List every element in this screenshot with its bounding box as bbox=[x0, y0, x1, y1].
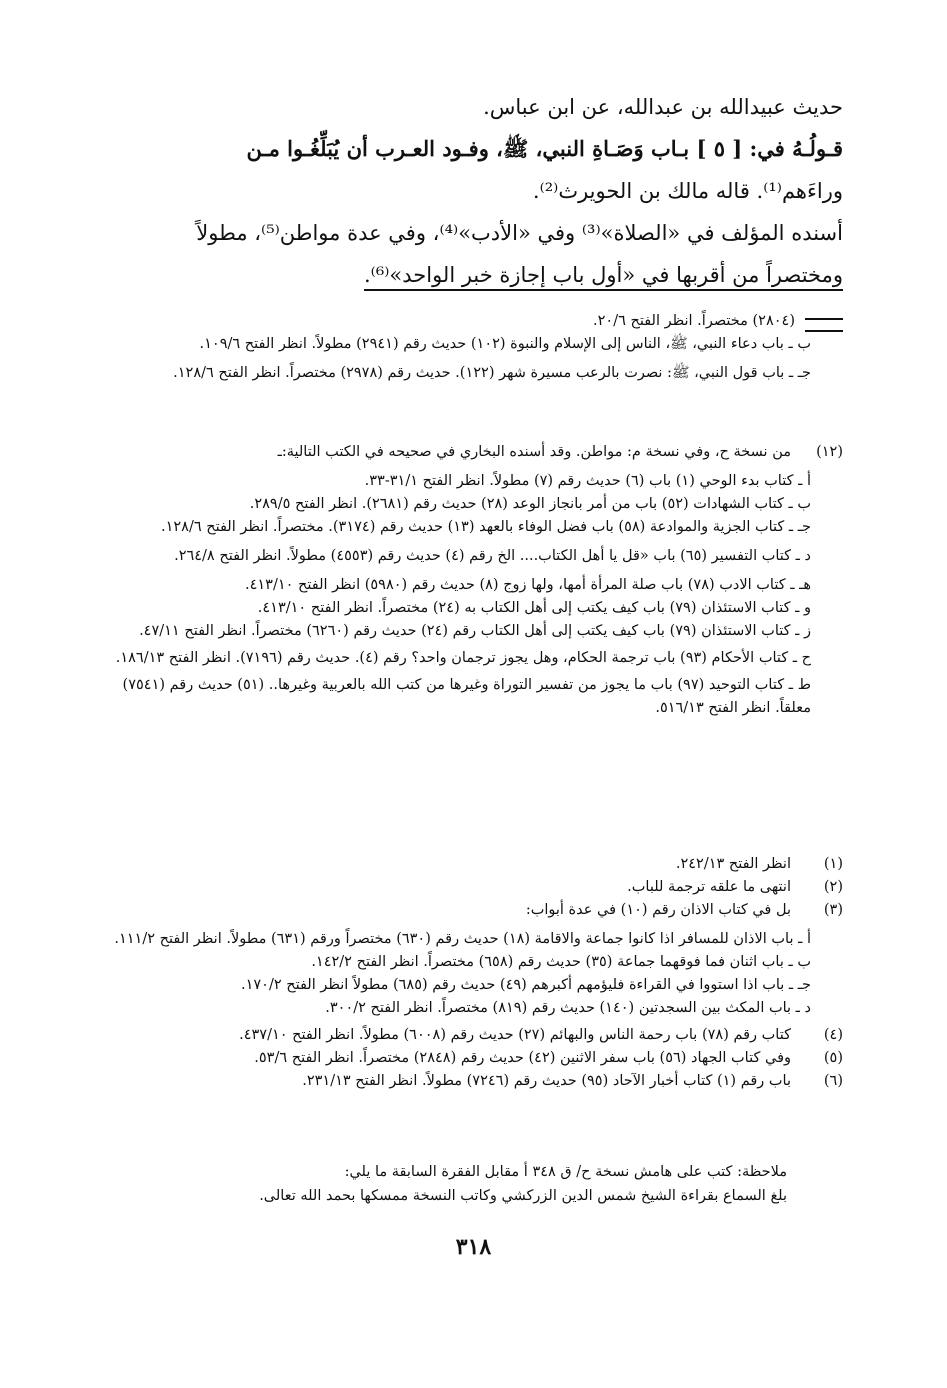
footnote-text: باب رقم (١) كتاب أخبار الآحاد (٩٥) حديث رقم (٧٢٤٦) مطولاً. انظر الفتح ٢٣١/١٣. bbox=[302, 1073, 791, 1089]
footnote-item: أ ـ كتاب بدء الوحي (١) باب (٦) حديث رقم (٧) مطولاً. انظر الفتح ٣١/١-٣٣. bbox=[364, 473, 811, 489]
note-line: ملاحظة: كتب على هامش نسخة ح/ ق ٣٤٨ أ مقابل الفقرة السابقة ما يلي: bbox=[344, 1164, 787, 1180]
note-line: بلغ السماع بقراءة الشيخ شمس الدين الزركشي وكاتب النسخة ممسكها بحمد الله تعالى. bbox=[259, 1188, 787, 1204]
footnote-item: ب ـ باب اثنان فما فوقهما جماعة (٣٥) حديث رقم (٦٥٨) مختصراً. انظر الفتح ١٤٢/٢. bbox=[311, 954, 811, 970]
footnote-text: انتهى ما علقه ترجمة للباب. bbox=[627, 879, 791, 895]
footnote-item: د ـ كتاب التفسير (٦٥) باب «قل يا أهل الكتاب.... الخ رقم (٤) حديث رقم (٤٥٥٣) مطولاً. انظر الفتح ٢٦٤/٨. bbox=[174, 548, 811, 564]
footnote-top-line: (٢٨٠٤) مختصراً. انظر الفتح ٢٠/٦. bbox=[593, 313, 795, 329]
footnote-item: جـ ـ كتاب الجزية والموادعة (٥٨) باب فضل الوفاء بالعهد (١٣) حديث رقم (٣١٧٤). مختصراً. انظر الفتح ١٢٨/٦. bbox=[160, 519, 811, 535]
main-line-4: أسنده المؤلف في «الصلاة»⁽³⁾ وفي «الأدب»⁽⁴⁾، وفي عدة مواطن⁽⁵⁾، مطولاً bbox=[196, 221, 843, 245]
footnote-12 bbox=[92, 441, 843, 720]
footnote-text: وفي كتاب الجهاد (٥٦) باب سفر الاثنين (٤٢) حديث رقم (٢٨٤٨) مختصراً. انظر الفتح ٥٣/٦. bbox=[254, 1050, 791, 1066]
footnote-text: بل في كتاب الاذان رقم (١٠) في عدة أبواب: bbox=[525, 902, 791, 918]
footnote-row bbox=[92, 1047, 843, 1070]
footnote-item: د ـ باب المكث بين السجدتين (١٤٠) حديث رقم (٨١٩) مختصراً. انظر الفتح ٣٠٠/٢. bbox=[325, 1000, 811, 1016]
footnote-number: (٥) bbox=[823, 1050, 843, 1066]
footnote-top-line: ب ـ باب دعاء النبي، ﷺ، الناس إلى الإسلام والنبوة (١٠٢) حديث رقم (٢٩٤١) مطولاً. انظر الفتح ١٠٩/٦. bbox=[199, 336, 811, 352]
main-line-1: حديث عبيدالله بن عبدالله، عن ابن عباس. bbox=[483, 95, 843, 119]
main-line-3: وراءَهم⁽¹⁾. قاله مالك بن الحويرث⁽²⁾. bbox=[532, 179, 843, 203]
footnote-top-line: جـ ـ باب قول النبي، ﷺ: نصرت بالرعب مسيرة شهر (١٢٢). حديث رقم (٢٩٧٨) مختصراً. انظر الفتح ١٢٨/٦. bbox=[173, 365, 811, 381]
footnote-number: (٤) bbox=[823, 1027, 843, 1043]
underlined-sentence: ومختصراً من أقربها في «أول باب إجازة خبر الواحد»⁽⁶⁾. bbox=[364, 263, 843, 291]
main-line-2: قـولُـهُ في: [ ٥ ] بـاب وَصَـاةِ النبي، ﷺ، وفـود العـرب أن يُبَلِّغُـوا مـن bbox=[246, 136, 843, 161]
footnote-text: من نسخة ح، وفي نسخة م: مواطن. وقد أسنده البخاري في صحيحه في الكتب التالية:ـ bbox=[277, 444, 791, 460]
footnotes-top bbox=[92, 310, 843, 385]
footnote-item: هـ ـ كتاب الادب (٧٨) باب صلة المرأة أمها، ولها زوج (٨) حديث رقم (٥٩٨٠) انظر الفتح ٤١٣/١٠. bbox=[244, 577, 811, 593]
footnote-item: ح ـ كتاب الأحكام (٩٣) باب ترجمة الحكام، وهل يجوز ترجمان واحد؟ رقم (٤). حديث رقم (٧١٩٦). انظر الفتح ١٨٦/١٣. bbox=[115, 650, 811, 666]
footnote-number: (١٢) bbox=[816, 444, 843, 460]
footnote-row bbox=[92, 853, 843, 876]
footnote-item: ب ـ كتاب الشهادات (٥٢) باب من أمر بانجاز الوعد (٢٨) حديث رقم (٢٦٨١). انظر الفتح ٢٨٩/٥. bbox=[249, 496, 811, 512]
footnote-item: جـ ـ باب اذا استووا في القراءة فليؤمهم أكبرهم (٤٩) حديث رقم (٦٨٥) مطولاً انظر الفتح ١٧٠/٢. bbox=[240, 977, 811, 993]
footnote-number: (٦) bbox=[823, 1073, 843, 1089]
footnote-item: و ـ كتاب الاستئذان (٧٩) باب كيف يكتب إلى أهل الكتاب به (٢٤) مختصراً. انظر الفتح ٤١٣/١٠. bbox=[257, 600, 811, 616]
main-text bbox=[92, 86, 843, 296]
footnote-row bbox=[92, 876, 843, 899]
footnote-number: (٢) bbox=[823, 879, 843, 895]
footnote-item: ط ـ كتاب التوحيد (٩٧) باب ما يجوز من تفسير التوراة وغيرها من كتب الله بالعربية وغيرها.. (٥١) حديث رقم (٧٥٤١) معلقاً. انظر الفتح ٥١٦/١٣. bbox=[122, 677, 811, 716]
footnote-item: ز ـ كتاب الاستئذان (٧٩) باب كيف يكتب إلى أهل الكتاب رقم (٢٤) حديث رقم (٦٢٦٠) مختصراً. انظر الفتح ٤٧/١١. bbox=[139, 623, 811, 639]
footnote-row bbox=[92, 441, 843, 464]
margin-note bbox=[150, 1160, 787, 1208]
footnote-text: كتاب رقم (٧٨) باب رحمة الناس والبهائم (٢٧) حديث رقم (٦٠٠٨) مطولاً. انظر الفتح ٤٣٧/١٠. bbox=[239, 1027, 791, 1043]
page-number: ٣١٨ bbox=[455, 1234, 492, 1260]
footnote-text: انظر الفتح ٢٤٢/١٣. bbox=[675, 856, 791, 872]
footnote-row bbox=[92, 899, 843, 922]
footnote-row bbox=[92, 1024, 843, 1047]
footnote-number: (١) bbox=[823, 856, 843, 872]
footnote-item: أ ـ باب الاذان للمسافر اذا كانوا جماعة والاقامة (١٨) حديث رقم (٦٣٠) مختصراً ورقم (٦٣١) مطولاً. انظر الفتح ١١١/٢. bbox=[114, 931, 811, 947]
main-line-5 bbox=[92, 254, 843, 296]
footnote-number: (٣) bbox=[823, 902, 843, 918]
footnotes-list bbox=[92, 853, 843, 1093]
footnote-row bbox=[92, 1070, 843, 1093]
